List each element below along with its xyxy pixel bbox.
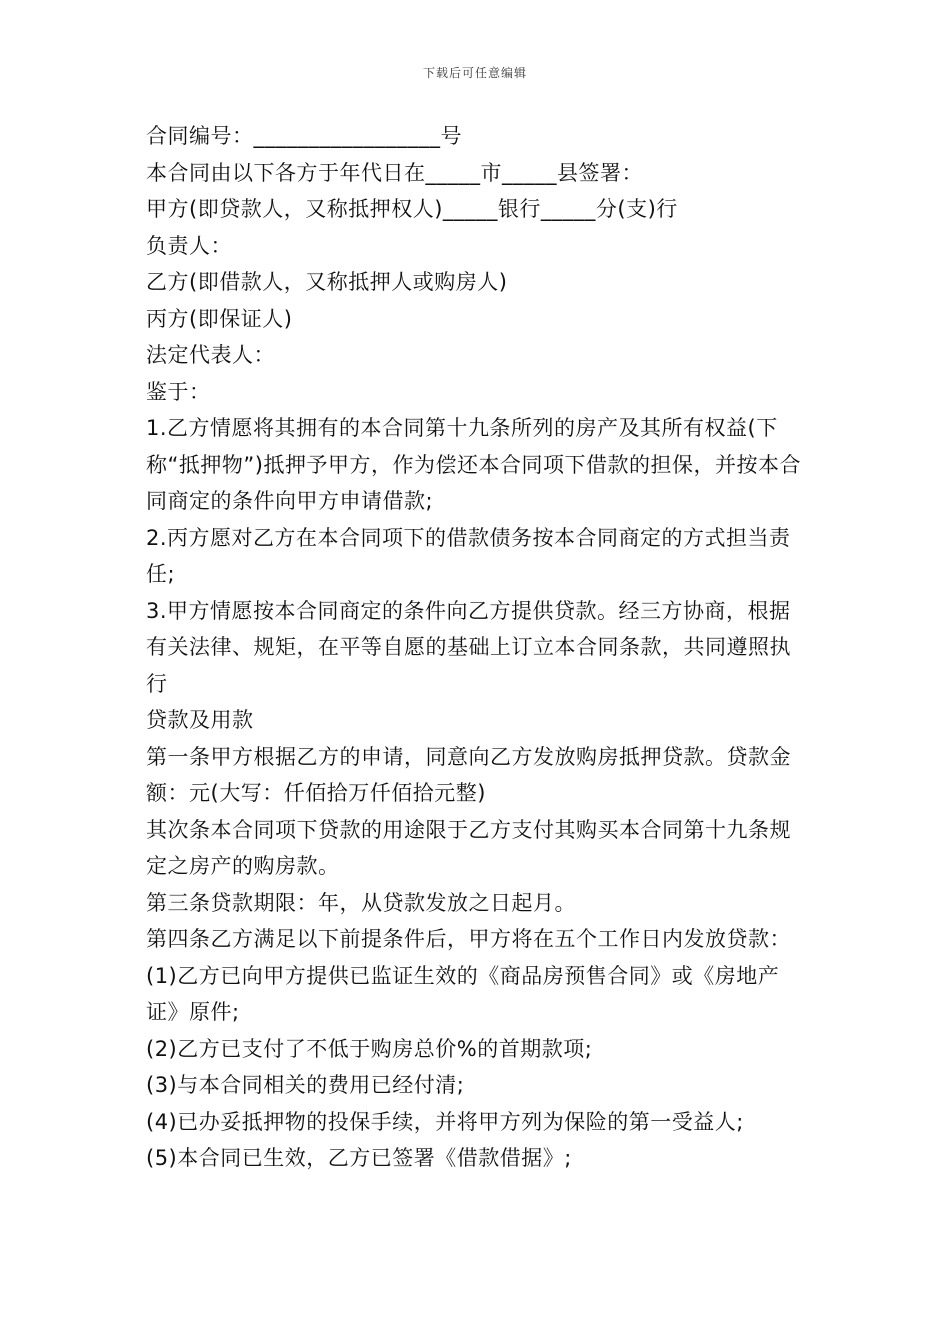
article-1: 第一条甲方根据乙方的申请，同意向乙方发放购房抵押贷款。贷款金额：元(大写：仟佰拾万仟佰拾元整) [146,744,791,805]
article-4: 第四条乙方满足以下前提条件后，甲方将在五个工作日内发放贷款： [146,927,791,951]
article-2: 其次条本合同项下贷款的用途限于乙方支付其购买本合同第十九条规定之房产的购房款。 [146,817,791,878]
whereas-item-1: 1.乙方情愿将其拥有的本合同第十九条所列的房产及其所有权益(下称“抵押物”)抵押予甲方，作为偿还本合同项下借款的担保，并按本合同商定的条件向甲方申请借款; [146,416,801,513]
party-a-line: 甲方(即贷款人，又称抵押权人)_____银行_____分(支)行 [146,197,678,221]
signing-place-line: 本合同由以下各方于年代日在_____市_____县签署： [146,160,643,185]
condition-4: (4)已办妥抵押物的投保手续，并将甲方列为保险的第一受益人; [146,1109,744,1134]
article-3: 第三条贷款期限：年，从贷款发放之日起月。 [146,890,576,915]
party-c-line: 丙方(即保证人) [146,306,293,331]
whereas-heading: 鉴于： [146,379,211,404]
condition-1: (1)乙方已向甲方提供已监证生效的《商品房预售合同》或《房地产证》原件; [146,963,780,1024]
contract-body [146,118,806,1177]
condition-2: (2)乙方已支付了不低于购房总价%的首期款项; [146,1036,593,1061]
whereas-item-2: 2.丙方愿对乙方在本合同项下的借款债务按本合同商定的方式担当责任; [146,525,791,586]
header-note: 下载后可任意编辑 [422,66,527,80]
section-heading-loan: 贷款及用款 [146,708,254,732]
legal-representative-line: 法定代表人： [146,343,275,367]
whereas-item-3: 3.甲方情愿按本合同商定的条件向乙方提供贷款。经三方协商，根据有关法律、规矩，在平等自愿的基础上订立本合同条款，共同遵照执行 [146,598,791,696]
condition-5: (5)本合同已生效，乙方已签署《借款借据》; [146,1146,572,1170]
party-b-line: 乙方(即借款人，又称抵押人或购房人) [146,270,508,294]
condition-3: (3)与本合同相关的费用已经付清; [146,1073,465,1097]
contract-number-line: 合同编号：_________________号 [146,124,462,148]
responsible-person-line: 负责人： [146,233,232,258]
